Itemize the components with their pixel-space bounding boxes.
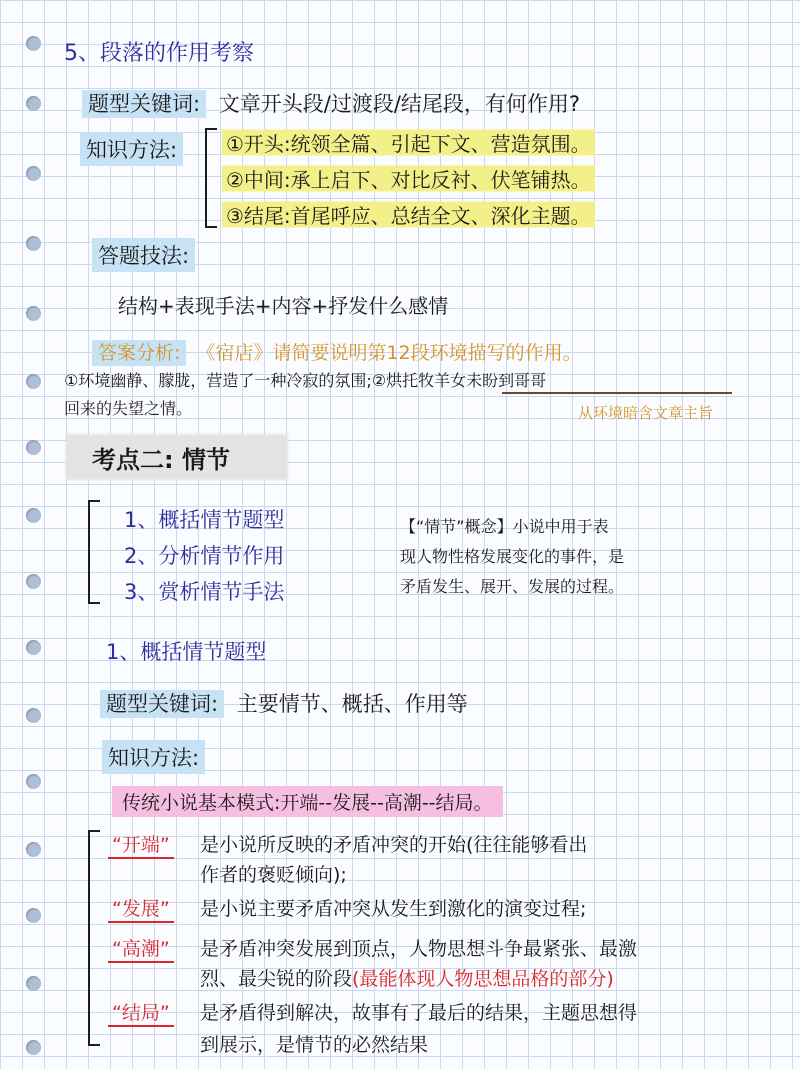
stage-desc: [200, 964, 614, 991]
plot-list-item: 1、概括情节题型: [124, 508, 285, 532]
binder-hole: [26, 440, 41, 455]
stage-desc: 作者的褒贬倾向);: [200, 864, 347, 886]
stage-desc: 到展示，是情节的必然结果: [200, 1034, 429, 1056]
binder-hole: [26, 374, 41, 389]
binder-hole: [26, 640, 41, 655]
stage-desc: 是小说所反映的矛盾冲突的开始(往往能够看出: [200, 834, 588, 856]
concept-line: 现人物性格发展变化的事件，是: [400, 547, 625, 566]
stage-term: “结局”: [108, 998, 174, 1027]
analysis-row: [92, 338, 582, 365]
analysis-question: 《宿店》请简要说明第12段环境描写的作用。: [196, 342, 582, 364]
technique-label: 答题技法:: [92, 238, 195, 272]
stage-desc: 是矛盾冲突发展到顶点，人物思想斗争最紧张、最激: [200, 938, 638, 960]
binder-hole: [26, 574, 41, 589]
keyword-row: [82, 88, 580, 118]
answer-line: ①环境幽静、朦胧，营造了一种冷寂的氛围;②烘托牧羊女未盼到哥哥: [64, 371, 547, 390]
keyword-label: 题型关键词:: [82, 90, 206, 118]
stage-desc: 是矛盾得到解决，故事有了最后的结果，主题思想得: [200, 1002, 638, 1024]
binder-hole: [26, 236, 41, 251]
subsection-title: 1、概括情节题型: [106, 640, 267, 664]
binder-hole: [26, 976, 41, 991]
analysis-label: 答案分析:: [92, 340, 186, 366]
stage-note: (最能体现人物思想品格的部分): [352, 968, 614, 990]
stages-bracket: [88, 830, 100, 1046]
stage-desc-line: 烈、最尖锐的阶段: [200, 968, 353, 990]
binder-hole: [26, 1040, 41, 1055]
binder-hole: [26, 36, 41, 51]
method-label: 知识方法:: [102, 740, 205, 774]
technique-formula: 结构+表现手法+内容+抒发什么感情: [118, 294, 449, 318]
keyword-label: 题型关键词:: [100, 690, 224, 718]
binder-hole: [26, 774, 41, 789]
keyword-text: 文章开头段/过渡段/结尾段，有何作用?: [218, 92, 581, 116]
method-label: 知识方法:: [80, 132, 183, 166]
keyword-row: [100, 688, 468, 718]
pattern-text: 传统小说基本模式:开端--发展--高潮--结局。: [112, 786, 503, 817]
binder-hole: [26, 908, 41, 923]
concept-line: 【“情节”概念】小说中用于表: [400, 517, 609, 536]
stage-term: “开端”: [108, 830, 174, 859]
stage-desc: 是小说主要矛盾冲突从发生到激化的演变过程;: [200, 898, 587, 920]
binder-hole: [26, 306, 41, 321]
plot-list-item: 3、赏析情节手法: [124, 580, 285, 604]
methods-bracket: [205, 128, 217, 228]
point-heading: 考点二: 情节: [92, 446, 230, 474]
method-item: ③结尾:首尾呼应、总结全文、深化主题。: [222, 200, 595, 229]
section-title: 5、段落的作用考察: [64, 41, 254, 66]
binder-hole: [26, 708, 41, 723]
keyword-text: 主要情节、概括、作用等: [236, 692, 468, 716]
side-note: 从环境暗含文章主旨: [578, 404, 714, 422]
binder-hole: [26, 508, 41, 523]
binder-hole: [26, 842, 41, 857]
stage-term: “发展”: [108, 894, 174, 923]
method-item: ①开头:统领全篇、引起下文、营造氛围。: [222, 128, 595, 157]
answer-line: 回来的失望之情。: [64, 399, 193, 418]
binder-hole: [26, 96, 41, 111]
binder-hole: [26, 166, 41, 181]
answer-underline: [502, 392, 732, 394]
stage-term: “高潮”: [108, 934, 174, 963]
plot-list-item: 2、分析情节作用: [124, 544, 285, 568]
list-bracket: [88, 500, 100, 604]
method-item: ②中间:承上启下、对比反衬、伏笔铺热。: [222, 164, 595, 193]
concept-line: 矛盾发生、展开、发展的过程。: [400, 577, 625, 596]
